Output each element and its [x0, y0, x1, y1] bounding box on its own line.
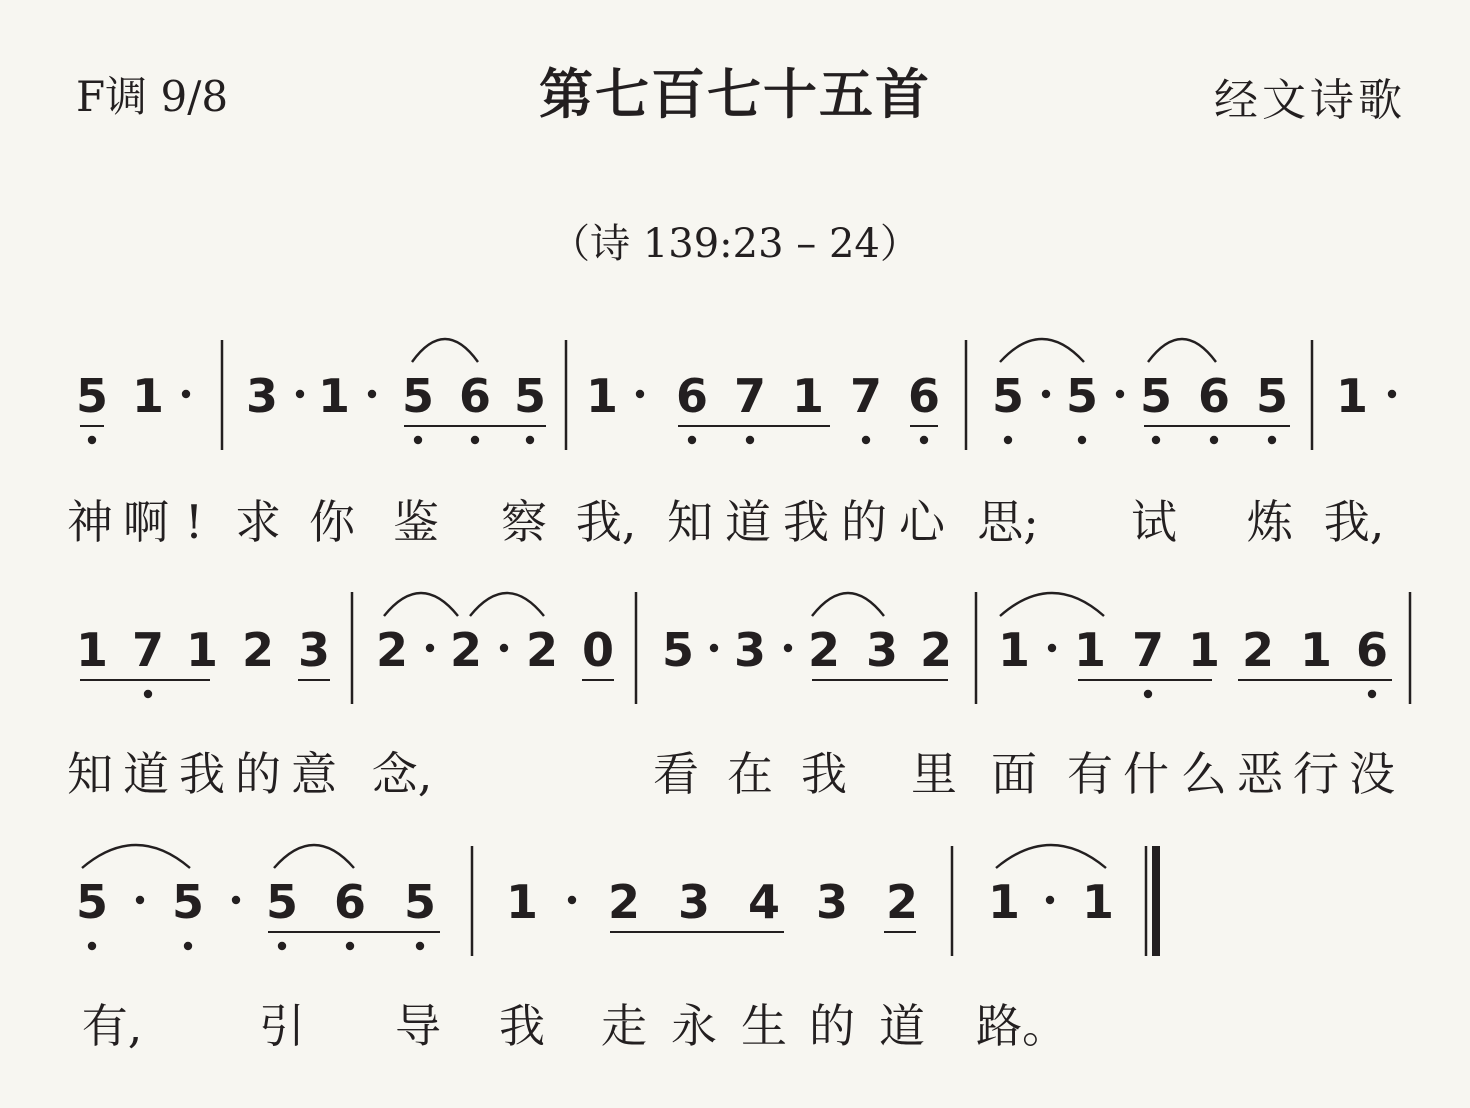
lyric-syllable: 我 [783, 495, 829, 549]
note-numeral: 7 [733, 369, 767, 423]
lower-octave-dot [144, 690, 152, 698]
note-numeral: 3 [297, 623, 331, 677]
final-barline-thick [1152, 846, 1160, 956]
augmentation-dot [568, 896, 576, 904]
note-numeral: 3 [245, 369, 279, 423]
lower-octave-dot [1368, 690, 1376, 698]
lyric-syllable: 么 [1181, 747, 1227, 801]
lyric-syllable: 行 [1293, 747, 1339, 801]
augmentation-dot [426, 644, 434, 652]
note-numeral: 5 [991, 369, 1025, 423]
lower-octave-dot [1268, 436, 1276, 444]
lyric-syllable: 道 [123, 747, 169, 801]
hymn-title: 第七百七十五首 [539, 63, 931, 126]
lower-octave-dot [1004, 436, 1012, 444]
lyric-syllable: 在 [727, 747, 773, 801]
note-numeral: 5 [513, 369, 547, 423]
note-numeral: 6 [907, 369, 941, 423]
note-numeral: 1 [791, 369, 825, 423]
lower-octave-dot [414, 436, 422, 444]
note-numeral: 0 [581, 623, 615, 677]
slur-arc [470, 593, 544, 616]
slur-arc [996, 845, 1106, 868]
lower-octave-dot [416, 942, 424, 950]
lyric-syllable: 里 [911, 747, 957, 801]
slur-arc [1000, 339, 1084, 362]
slur-arc [1000, 593, 1104, 616]
note-numeral: 5 [75, 875, 109, 929]
note-numeral: 6 [1355, 623, 1389, 677]
lyric-syllable: 走 [601, 999, 647, 1053]
lower-octave-dot [1078, 436, 1086, 444]
lyric-syllable: 恶 [1237, 747, 1283, 801]
note-numeral: 6 [1197, 369, 1231, 423]
lyric-syllable: 你 [309, 495, 355, 549]
lyric-syllable: 神 [67, 495, 113, 549]
lyric-syllable: 炼 [1247, 495, 1293, 549]
lower-octave-dot [184, 942, 192, 950]
augmentation-dot [636, 390, 644, 398]
augmentation-dot [1046, 896, 1054, 904]
slur-arc [274, 845, 354, 868]
note-numeral: 5 [75, 369, 109, 423]
note-numeral: 5 [1065, 369, 1099, 423]
note-numeral: 2 [241, 623, 275, 677]
lyric-syllable: 啊 [123, 495, 169, 549]
lower-octave-dot [1144, 690, 1152, 698]
augmentation-dot [136, 896, 144, 904]
note-numeral: 1 [1187, 623, 1221, 677]
lyric-syllable: 导 [395, 999, 441, 1053]
lyric-syllable: 生 [741, 999, 787, 1053]
note-numeral: 3 [733, 623, 767, 677]
slur-arc [1148, 339, 1216, 362]
slur-arc [412, 339, 478, 362]
lyric-syllable: 引 [259, 999, 305, 1053]
note-numeral: 5 [265, 875, 299, 929]
lower-octave-dot [746, 436, 754, 444]
lyric-syllable: 鉴 [393, 495, 439, 549]
lyric-syllable: ! [184, 495, 204, 549]
note-numeral: 5 [1139, 369, 1173, 423]
lower-octave-dot [471, 436, 479, 444]
note-numeral: 1 [1081, 875, 1115, 929]
note-numeral: 1 [131, 369, 165, 423]
lyric-syllable: 求 [235, 495, 281, 549]
note-numeral: 2 [525, 623, 559, 677]
note-numeral: 1 [585, 369, 619, 423]
lyric-syllable: 意 [291, 747, 337, 801]
note-numeral: 1 [987, 875, 1021, 929]
note-numeral: 3 [865, 623, 899, 677]
lyric-syllable: 看 [653, 747, 699, 801]
note-numeral: 6 [675, 369, 709, 423]
note-numeral: 5 [171, 875, 205, 929]
note-numeral: 2 [1241, 623, 1275, 677]
note-numeral: 1 [997, 623, 1031, 677]
lyric-syllable: 思; [977, 495, 1039, 549]
note-numeral: 5 [403, 875, 437, 929]
note-numeral: 6 [458, 369, 492, 423]
note-numeral: 2 [375, 623, 409, 677]
note-numeral: 2 [807, 623, 841, 677]
lower-octave-dot [1152, 436, 1160, 444]
lower-octave-dot [88, 942, 96, 950]
augmentation-dot [368, 390, 376, 398]
lower-octave-dot [862, 436, 870, 444]
lower-octave-dot [88, 436, 96, 444]
note-numeral: 6 [333, 875, 367, 929]
lyric-syllable: 道 [725, 495, 771, 549]
lyric-syllable: 有, [81, 999, 143, 1053]
lower-octave-dot [278, 942, 286, 950]
note-numeral: 1 [75, 623, 109, 677]
augmentation-dot [500, 644, 508, 652]
augmentation-dot [232, 896, 240, 904]
note-numeral: 1 [505, 875, 539, 929]
lower-octave-dot [346, 942, 354, 950]
lyric-syllable: 面 [991, 747, 1037, 801]
augmentation-dot [1048, 644, 1056, 652]
lyric-syllable: 有 [1067, 747, 1113, 801]
augmentation-dot [1388, 390, 1396, 398]
lower-octave-dot [526, 436, 534, 444]
augmentation-dot [296, 390, 304, 398]
lyric-syllable: 我 [801, 747, 847, 801]
augmentation-dot [182, 390, 190, 398]
augmentation-dot [1042, 390, 1050, 398]
note-numeral: 2 [919, 623, 953, 677]
lyric-syllable: 没 [1349, 747, 1395, 801]
lyric-syllable: 知 [67, 747, 113, 801]
lyric-syllable: 路。 [976, 999, 1068, 1053]
slur-arc [384, 593, 458, 616]
lyric-syllable: 的 [235, 747, 281, 801]
note-numeral: 7 [849, 369, 883, 423]
lyric-syllable: 我, [575, 495, 637, 549]
lyric-syllable: 知 [667, 495, 713, 549]
hymn-category: 经文诗歌 [1214, 75, 1406, 126]
note-numeral: 1 [1299, 623, 1333, 677]
lyric-syllable: 的 [841, 495, 887, 549]
lyric-syllable: 察 [501, 495, 547, 549]
note-numeral: 5 [401, 369, 435, 423]
note-numeral: 2 [607, 875, 641, 929]
lower-octave-dot [1210, 436, 1218, 444]
slur-arc [82, 845, 190, 868]
note-numeral: 1 [185, 623, 219, 677]
augmentation-dot [1116, 390, 1124, 398]
note-numeral: 1 [1073, 623, 1107, 677]
note-numeral: 4 [747, 875, 781, 929]
note-numeral: 2 [449, 623, 483, 677]
note-numeral: 5 [1255, 369, 1289, 423]
note-numeral: 7 [131, 623, 165, 677]
augmentation-dot [710, 644, 718, 652]
note-numeral: 3 [677, 875, 711, 929]
note-numeral: 7 [1131, 623, 1165, 677]
augmentation-dot [784, 644, 792, 652]
note-numeral: 5 [661, 623, 695, 677]
note-numeral: 3 [815, 875, 849, 929]
lyric-syllable: 我 [179, 747, 225, 801]
lyric-syllable: 我, [1323, 495, 1385, 549]
note-numeral: 2 [885, 875, 919, 929]
lyric-syllable: 的 [809, 999, 855, 1053]
note-numeral: 1 [1335, 369, 1369, 423]
lyric-syllable: 心 [899, 495, 945, 549]
lyric-syllable: 我 [499, 999, 545, 1053]
lyric-syllable: 试 [1131, 495, 1177, 549]
lower-octave-dot [920, 436, 928, 444]
slur-arc [812, 593, 884, 616]
lyric-syllable: 道 [879, 999, 925, 1053]
lyric-syllable: 永 [671, 999, 717, 1053]
key-signature: F调 9/8 [76, 72, 229, 121]
scripture-reference: （诗 139:23 – 24） [550, 221, 920, 267]
lyric-syllable: 念, [371, 747, 433, 801]
note-numeral: 1 [317, 369, 351, 423]
lyric-syllable: 什 [1123, 747, 1169, 801]
lower-octave-dot [688, 436, 696, 444]
